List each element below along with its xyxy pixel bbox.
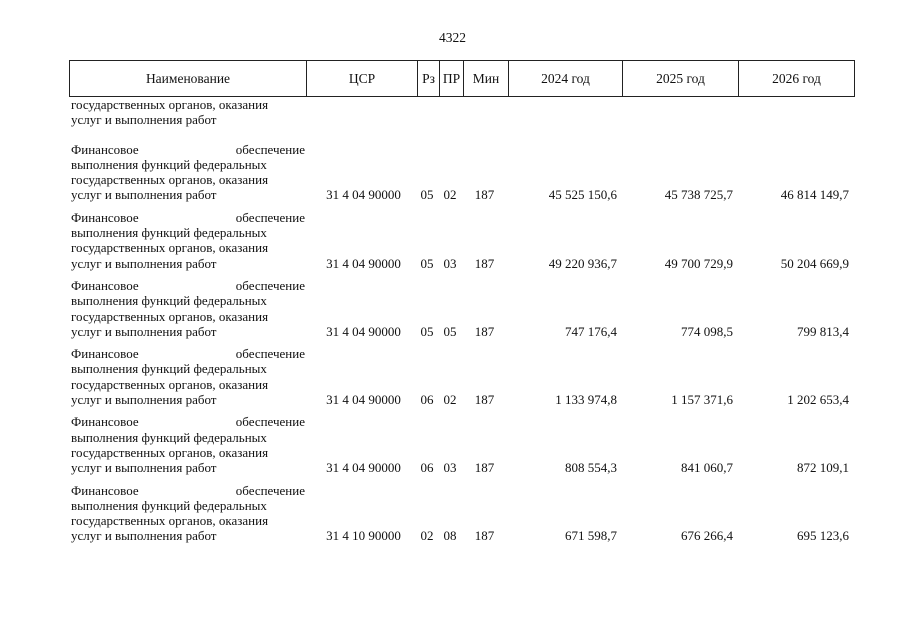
cell-pr: 08 (443, 528, 457, 544)
table-row (69, 210, 853, 271)
name-line: услуг и выполнения работ (71, 392, 217, 408)
name-line: государственных органов, оказания (71, 97, 269, 112)
name-line: услуг и выполнения работ (71, 187, 217, 203)
table-row (69, 483, 853, 544)
cell-min: 187 (474, 323, 495, 339)
name-line: Финансовое обеспечение (71, 209, 305, 225)
cell-pr: 02 (443, 392, 457, 408)
cell-pr: 02 (443, 187, 457, 203)
header-csr: ЦСР (306, 61, 417, 96)
cell-2024: 747 176,4 (565, 323, 617, 339)
row-name (69, 414, 305, 475)
name-line: государственных органов, оказания (71, 513, 269, 529)
cell-2024: 45 525 150,6 (548, 187, 617, 203)
row-name (69, 210, 305, 271)
page-number: 4322 (439, 30, 466, 45)
header-2025: 2025 год (622, 61, 738, 96)
name-line: Финансовое обеспечение (71, 482, 305, 498)
cell-min: 187 (474, 460, 495, 476)
cell-2024: 808 554,3 (565, 460, 617, 476)
cell-csr: 31 4 04 90000 (326, 187, 401, 203)
row-name (69, 278, 305, 339)
name-line: государственных органов, оказания (71, 172, 269, 188)
name-line: государственных органов, оказания (71, 376, 269, 392)
cell-2024: 49 220 936,7 (548, 255, 617, 271)
cell-pr: 03 (443, 460, 457, 476)
name-line: услуг и выполнения работ (71, 112, 217, 128)
table-row (69, 346, 853, 407)
cell-2025: 841 060,7 (681, 460, 733, 476)
cell-rz: 05 (420, 323, 434, 339)
name-line: выполнения функций федеральных (71, 429, 267, 445)
name-line: государственных органов, оказания (71, 444, 269, 460)
name-line: услуг и выполнения работ (71, 323, 217, 339)
name-line: выполнения функций федеральных (71, 497, 267, 513)
header-pr: ПР (439, 61, 463, 96)
name-line: выполнения функций федеральных (71, 293, 267, 309)
row-name (69, 483, 305, 544)
name-line: услуг и выполнения работ (71, 255, 217, 271)
table-row (69, 278, 853, 339)
table-header (69, 60, 855, 97)
name-line: Финансовое обеспечение (71, 414, 305, 430)
cell-2026: 872 109,1 (797, 460, 849, 476)
cell-pr: 05 (443, 323, 457, 339)
table-row (69, 414, 853, 475)
cell-2025: 45 738 725,7 (664, 187, 733, 203)
header-rz: Рз (417, 61, 439, 96)
cell-rz: 02 (420, 528, 434, 544)
row-name (69, 142, 305, 203)
cell-csr: 31 4 04 90000 (326, 323, 401, 339)
name-line: Финансовое обеспечение (71, 141, 305, 157)
header-2026: 2026 год (738, 61, 854, 96)
cell-min: 187 (474, 187, 495, 203)
cell-2025: 1 157 371,6 (671, 392, 733, 408)
name-line: выполнения функций федеральных (71, 225, 267, 241)
cell-csr: 31 4 04 90000 (326, 392, 401, 408)
table-row-continuation (69, 97, 853, 128)
cell-2026: 799 813,4 (797, 323, 849, 339)
cell-2026: 695 123,6 (797, 528, 849, 544)
cell-rz: 06 (420, 392, 434, 408)
cell-pr: 03 (443, 255, 457, 271)
cell-2024: 1 133 974,8 (555, 392, 617, 408)
cell-2026: 50 204 669,9 (780, 255, 849, 271)
cell-min: 187 (474, 255, 495, 271)
name-line: Финансовое обеспечение (71, 346, 305, 362)
cell-min: 187 (474, 528, 495, 544)
cell-rz: 05 (420, 187, 434, 203)
cell-rz: 06 (420, 460, 434, 476)
cell-2025: 774 098,5 (681, 323, 733, 339)
name-line: выполнения функций федеральных (71, 361, 267, 377)
cell-2025: 676 266,4 (681, 528, 733, 544)
table-row (69, 142, 853, 203)
name-line: государственных органов, оказания (71, 240, 269, 256)
cell-2024: 671 598,7 (565, 528, 617, 544)
cell-2026: 1 202 653,4 (787, 392, 849, 408)
cell-csr: 31 4 10 90000 (326, 528, 401, 544)
table-body (69, 97, 853, 551)
header-min: Мин (463, 61, 508, 96)
cell-csr: 31 4 04 90000 (326, 255, 401, 271)
cell-2025: 49 700 729,9 (664, 255, 733, 271)
cell-2026: 46 814 149,7 (780, 187, 849, 203)
name-line: Финансовое обеспечение (71, 277, 305, 293)
cell-rz: 05 (420, 255, 434, 271)
name-line: выполнения функций федеральных (71, 156, 267, 172)
cell-csr: 31 4 04 90000 (326, 460, 401, 476)
name-line: услуг и выполнения работ (71, 528, 217, 544)
row-name (69, 346, 305, 407)
name-line: государственных органов, оказания (71, 308, 269, 324)
header-name: Наименование (145, 70, 231, 86)
row-name (69, 97, 305, 128)
cell-min: 187 (474, 392, 495, 408)
name-line: услуг и выполнения работ (71, 460, 217, 476)
header-2024: 2024 год (508, 61, 622, 96)
